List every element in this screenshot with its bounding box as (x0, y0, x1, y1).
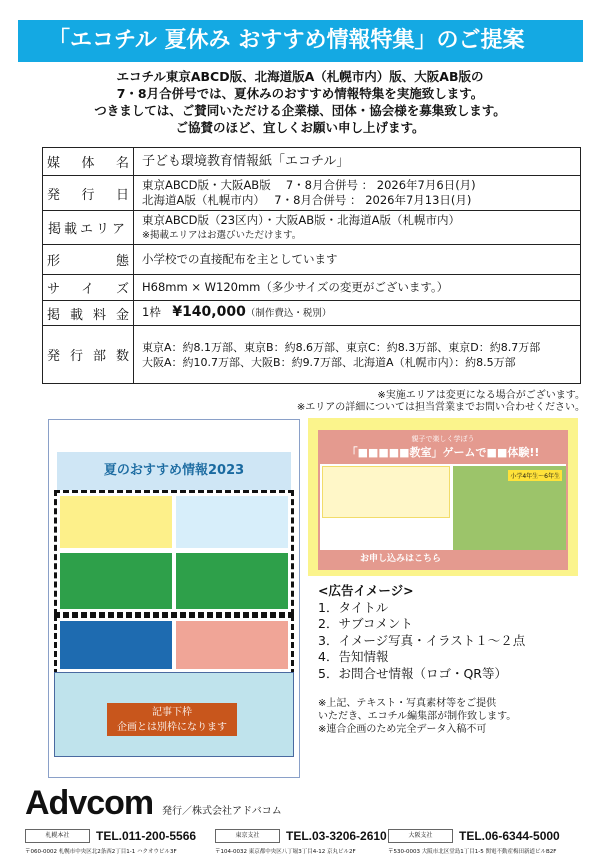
office-name: 札幌本社 (25, 829, 90, 843)
value: 東京ABCD版（23区内）・大阪AB版・北海道A版（札幌市内） (142, 212, 460, 227)
row-size (43, 275, 581, 301)
list-item: 4．告知情報 (318, 649, 389, 664)
label: 形態 (43, 245, 134, 275)
value: 小学校での直接配布を主としています (134, 245, 581, 275)
ad-subtitle: 親子で楽しく学ぼう (411, 435, 475, 443)
mock-header-title: 夏のおすすめ情報2023 (103, 463, 245, 478)
mock-article (60, 553, 172, 609)
ad-photo (453, 466, 566, 550)
intro-line: エコチル東京ABCD版、北海道版A（札幌市内）版、大阪AB版の (116, 69, 484, 84)
intro-line: 7・8月合併号では、夏休みのおすすめ情報特集を実施致します。 (116, 86, 484, 101)
label: 掲載エリア (43, 211, 134, 245)
ad-grade-badge: 小学4年生～6年生 (508, 470, 562, 481)
list-item: 5．お問合せ情報（ロゴ・QR等） (318, 665, 507, 681)
note: （制作費込・税別） (245, 308, 332, 319)
value: H68mm × W120mm（多少サイズの変更がございます。） (134, 275, 581, 301)
mock-header (57, 452, 291, 490)
list-item: 2．サブコメント (318, 616, 413, 631)
publisher: 発行／株式会社アドバコム (162, 806, 282, 817)
ad-headline: 「■■■■■教室」ゲームで■■体験!! (346, 446, 540, 459)
ad-cta: お申し込みはこちら (320, 550, 566, 568)
row-issue (43, 176, 581, 211)
label: 媒体名 (43, 148, 134, 176)
spec-table (42, 147, 581, 384)
ad-info (322, 466, 450, 518)
label: 発行日 (43, 176, 134, 211)
list-item: 3．イメージ写真・イラスト１～２点 (318, 632, 526, 648)
intro-text (0, 68, 600, 136)
value-line: 大阪A：約10.7万部、大阪B：約9.7万部、北海道A（札幌市内）：約8.5万部 (142, 355, 516, 369)
newspaper-mockup (48, 419, 300, 778)
intro-line: ご協賛のほど、宜しくお願い申し上げます。 (175, 120, 425, 135)
office-tokyo (215, 825, 405, 855)
office-tel: TEL.03-3206-2610 (286, 828, 387, 843)
unit: 1枠 (142, 305, 161, 319)
note: ※実施エリアは変更になる場合がございます。 (377, 390, 585, 401)
office-address: 〒060-0002 札幌市中央区北2条西2丁目1-1 ハクオウビル3F (25, 849, 177, 855)
list-item: 1．タイトル (318, 599, 389, 615)
mock-article (176, 621, 288, 669)
label-line: 企画とは別枠になります (117, 722, 227, 733)
ad-sample (308, 418, 578, 576)
intro-line: つきましては、ご賛同いただける企業様、団体・協会様を募集致します。 (94, 103, 506, 118)
office-tel: TEL.011-200-5566 (96, 828, 197, 843)
mock-article (176, 553, 288, 609)
list-heading: <広告イメージ> (318, 583, 414, 598)
office-address: 〒104-0032 東京都中央区八丁堀3丁目4-12 京丸ビル2F (215, 849, 356, 855)
price: ¥140,000 (172, 304, 246, 320)
area-notes (297, 390, 585, 414)
bottom-ad-area (54, 672, 294, 757)
ad-sample-header (320, 432, 566, 464)
office-name: 東京支社 (215, 829, 280, 843)
row-fee (43, 301, 581, 326)
note: ※上記、テキスト・写真素材等をご提供 (318, 698, 497, 709)
page-title: 「エコチル 夏休み おすすめ情報特集」のご提案 (18, 20, 583, 62)
feature-frame (54, 615, 294, 675)
row-circulation (43, 326, 581, 384)
ad-notes (318, 697, 516, 736)
ad-sample-card (318, 430, 568, 570)
advcom-logo: Advcom (25, 784, 154, 822)
office-name: 大阪支社 (388, 829, 453, 843)
ad-image-list (318, 583, 525, 682)
office-tel: TEL.06-6344-5000 (459, 828, 560, 843)
value: 子ども環境教育情報紙「エコチル」 (134, 148, 581, 176)
row-area (43, 211, 581, 245)
value-line: 東京A：約8.1万部、東京B：約8.6万部、東京C：約8.3万部、東京D：約8.7万部 (142, 340, 541, 354)
office-address: 〒530-0003 大阪市北区堂島1丁目1-5 関電不動産梅田新道ビルB2F (388, 849, 557, 855)
label: 発行部数 (43, 326, 134, 384)
row-form (43, 245, 581, 275)
value-line: 東京ABCD版・大阪AB版 7・8月合併号 ： 2026年7月6日(月) (142, 178, 476, 192)
mock-article (176, 496, 288, 548)
office-sapporo (25, 825, 215, 855)
note: いただき、エコチル編集部が制作致します。 (318, 711, 517, 722)
note: ※掲載エリアはお選びいただけます。 (142, 229, 302, 241)
mock-article (60, 496, 172, 548)
label: 掲載料金 (43, 301, 134, 326)
office-osaka (388, 825, 578, 855)
label-line: 記事下枠 (152, 707, 192, 718)
note: ※エリアの詳細については担当営業までお問い合わせください。 (296, 402, 585, 413)
mock-article (60, 621, 172, 669)
feature-frame (54, 490, 294, 615)
label: サイズ (43, 275, 134, 301)
bottom-ad-label (107, 703, 237, 736)
note: ※連合企画のため完全データ入稿不可 (318, 724, 487, 735)
row-media (43, 148, 581, 176)
value-line: 北海道A版（札幌市内） 7・8月合併号 ： 2026年7月13日(月) (142, 193, 472, 207)
